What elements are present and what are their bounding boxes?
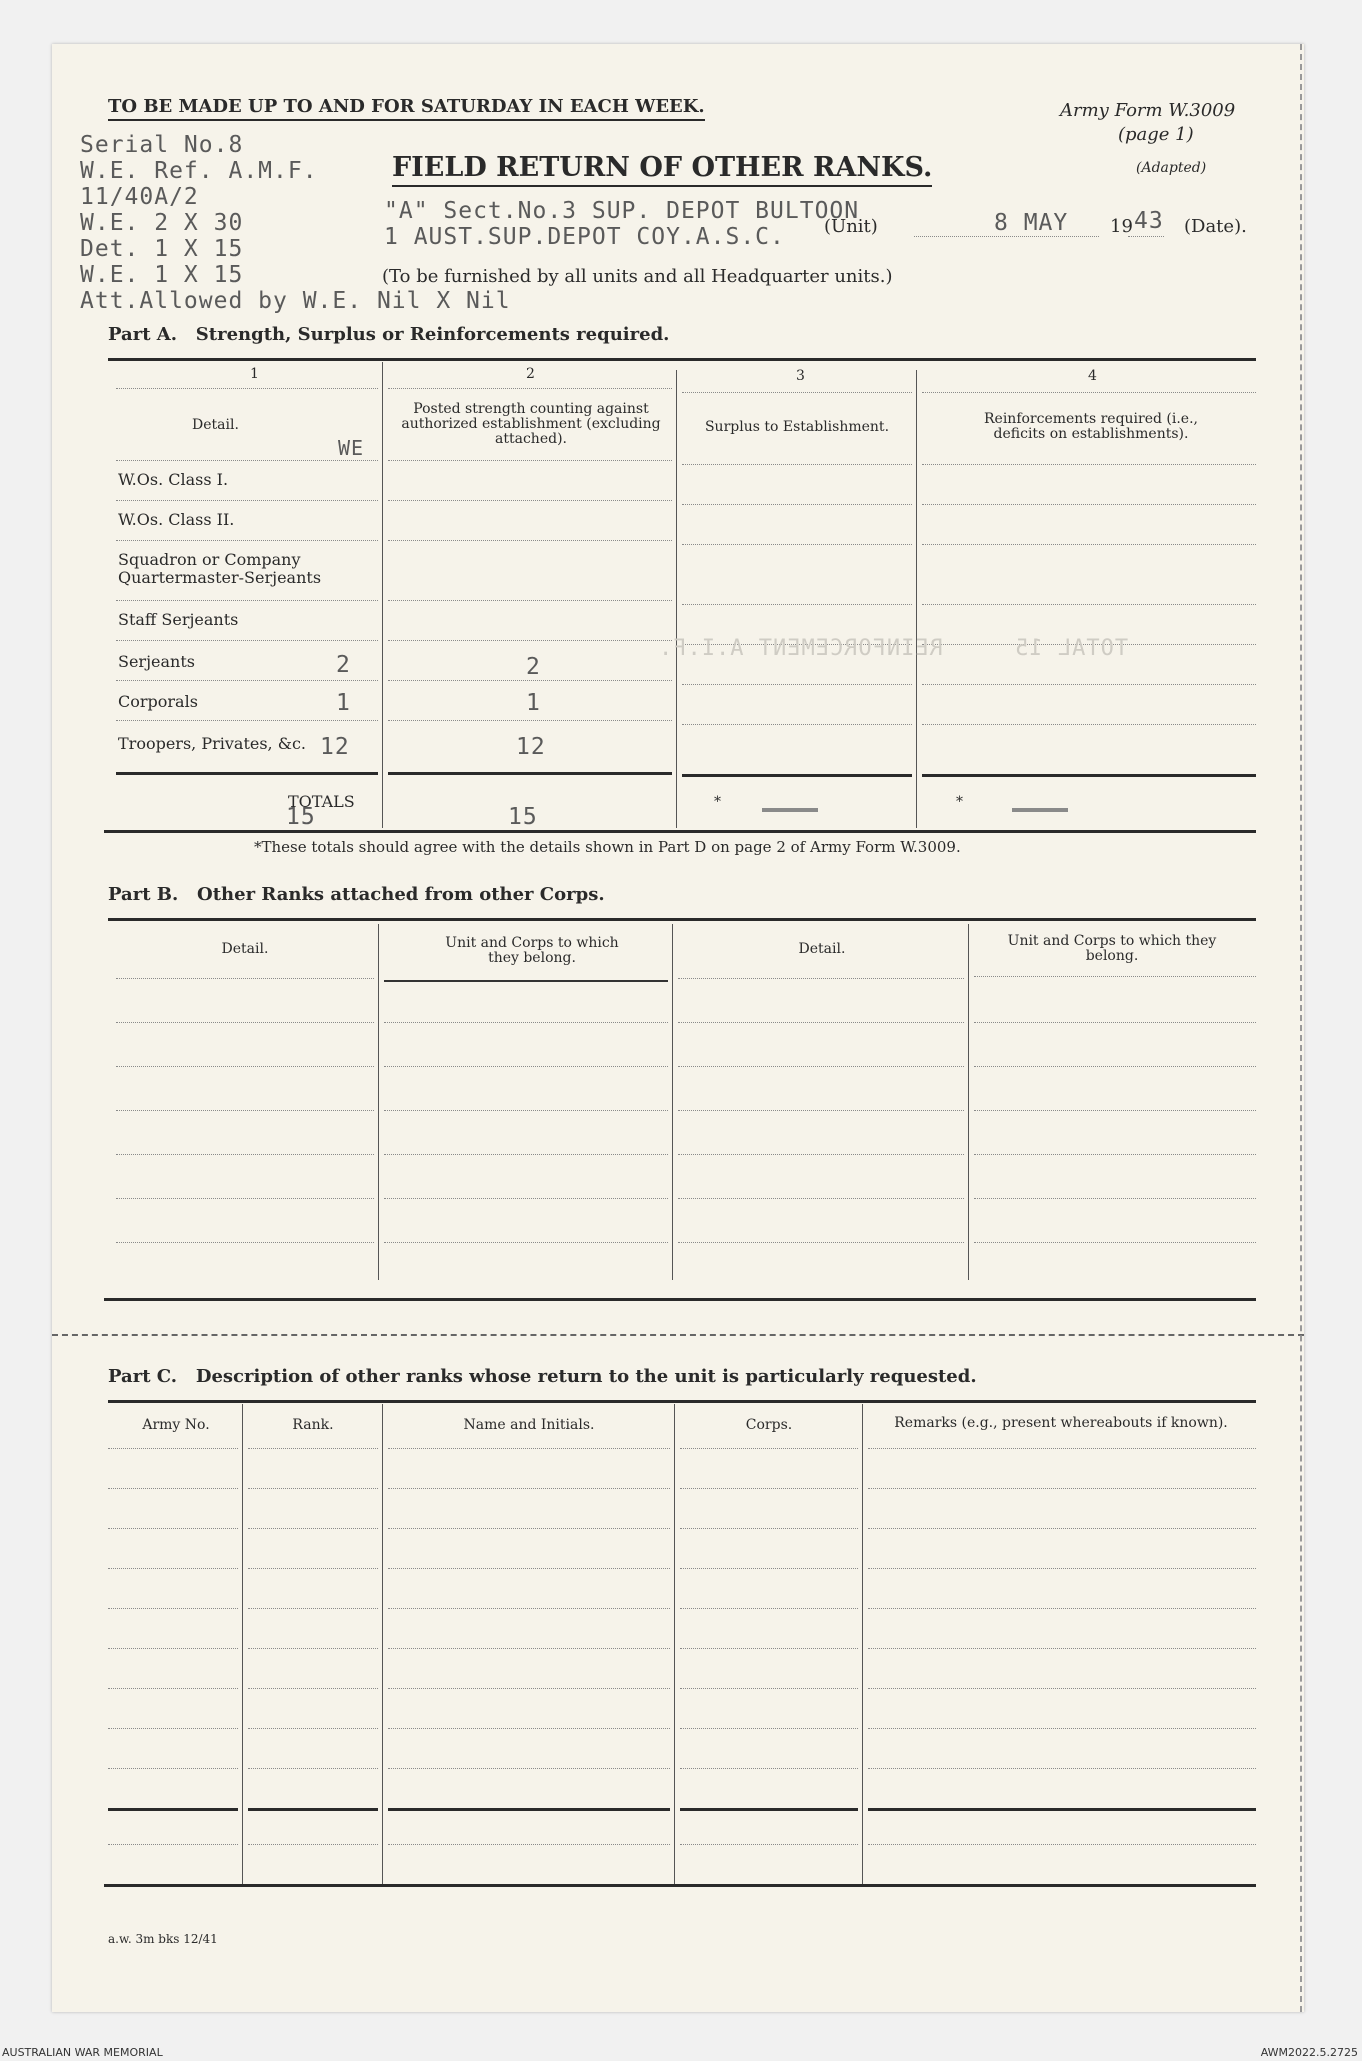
- form-adapted: (Adapted): [1136, 160, 1207, 176]
- totals-label: TOTALS: [288, 792, 355, 811]
- part-a-heading: Part A. Strength, Surplus or Reinforcements required.: [108, 324, 670, 345]
- part-c-col-rank: Rank.: [292, 1417, 334, 1433]
- furnish-note: (To be furnished by all units and all Headquarter units.): [382, 266, 893, 287]
- part-b-col-detail: Detail.: [221, 941, 269, 957]
- row-label: Staff Serjeants: [118, 610, 239, 629]
- date-day-month: 8 MAY: [994, 210, 1069, 236]
- col-number: 1: [250, 366, 259, 382]
- typed-note: 11/40A/2: [80, 184, 199, 210]
- typed-note: Det. 1 X 15: [80, 236, 244, 262]
- row-label: Troopers, Privates, &c.: [118, 734, 307, 753]
- instruction-line: TO BE MADE UP TO AND FOR SATURDAY IN EACH WEEK.: [108, 96, 705, 121]
- header-detail: Detail.: [192, 417, 239, 433]
- row-label: W.Os. Class II.: [118, 510, 235, 529]
- form-page: (page 1): [1118, 124, 1194, 145]
- col-number: 4: [1088, 368, 1097, 384]
- typed-note: W.E. 1 X 15: [80, 262, 244, 288]
- posted-value: 2: [526, 654, 541, 680]
- part-c-heading: Part C. Description of other ranks whose return to the unit is particularly requested.: [108, 1366, 977, 1387]
- part-b-col-detail-2: Detail.: [798, 941, 846, 957]
- footer-left: AUSTRALIAN WAR MEMORIAL: [2, 2046, 163, 2059]
- show-through-text: TOTAL 15 REINFORCEMENT A.I.F.: [658, 636, 1129, 661]
- part-b-col-unit-2: Unit and Corps to which they belong.: [1007, 933, 1217, 964]
- typed-note: W.E. Ref. A.M.F.: [80, 158, 318, 184]
- typed-note: Att.Allowed by W.E. Nil X Nil: [80, 288, 511, 314]
- posted-value: 1: [526, 690, 541, 716]
- typed-note: Serial No.8: [80, 132, 244, 158]
- unit-line-2: 1 AUST.SUP.DEPOT COY.A.S.C.: [384, 224, 785, 250]
- part-b-heading: Part B. Other Ranks attached from other Corps.: [108, 884, 605, 905]
- col-number: 2: [526, 366, 535, 382]
- we-value: 2: [336, 652, 351, 678]
- we-value: 1: [336, 690, 351, 716]
- header-surplus: Surplus to Establishment.: [704, 419, 890, 435]
- footnote: *These totals should agree with the details shown in Part D on page 2 of Army Form W.3009.: [254, 838, 961, 856]
- date-label: (Date).: [1184, 216, 1247, 237]
- part-c-col-name: Name and Initials.: [463, 1417, 595, 1433]
- header-we: WE: [338, 436, 365, 460]
- header-posted: Posted strength counting against authorized establishment (excluding attached).: [401, 401, 661, 447]
- posted-value: 12: [516, 734, 546, 760]
- row-label: Corporals: [118, 692, 198, 711]
- col-number: 3: [796, 368, 805, 384]
- totals-posted: 15: [508, 804, 538, 830]
- part-c-col-remarks: Remarks (e.g., present whereabouts if known).: [894, 1415, 1228, 1431]
- row-label-2: Quartermaster-Serjeants: [118, 568, 322, 587]
- date-century: 19: [1110, 216, 1133, 237]
- totals-we: 15: [286, 804, 316, 830]
- header-reinforcements: Reinforcements required (i.e., deficits on establishments).: [984, 411, 1198, 442]
- form-name: Army Form W.3009: [1060, 100, 1236, 121]
- perforation-line: [52, 1334, 1304, 1336]
- we-value: 12: [320, 734, 350, 760]
- form-title: FIELD RETURN OF OTHER RANKS.: [392, 152, 932, 187]
- row-label: W.Os. Class I.: [118, 470, 229, 489]
- unit-line-1: "A" Sect.No.3 SUP. DEPOT BULTOON: [384, 198, 860, 224]
- form-paper: [52, 44, 1304, 2012]
- print-code: a.w. 3m bks 12/41: [108, 1932, 218, 1946]
- part-c-col-corps: Corps.: [745, 1417, 793, 1433]
- totals-reinf-marker: *: [956, 794, 963, 810]
- row-label: Serjeants: [118, 652, 195, 671]
- date-year: 43: [1134, 208, 1164, 234]
- part-b-col-unit: Unit and Corps to which they belong.: [445, 935, 619, 966]
- totals-surplus-marker: *: [714, 794, 721, 810]
- footer-right: AWM2022.5.2725: [1260, 2046, 1358, 2059]
- part-c-col-army-no: Army No.: [142, 1417, 210, 1433]
- row-label: Squadron or Company: [118, 550, 301, 569]
- unit-label: (Unit): [824, 216, 878, 237]
- typed-note: W.E. 2 X 30: [80, 210, 244, 236]
